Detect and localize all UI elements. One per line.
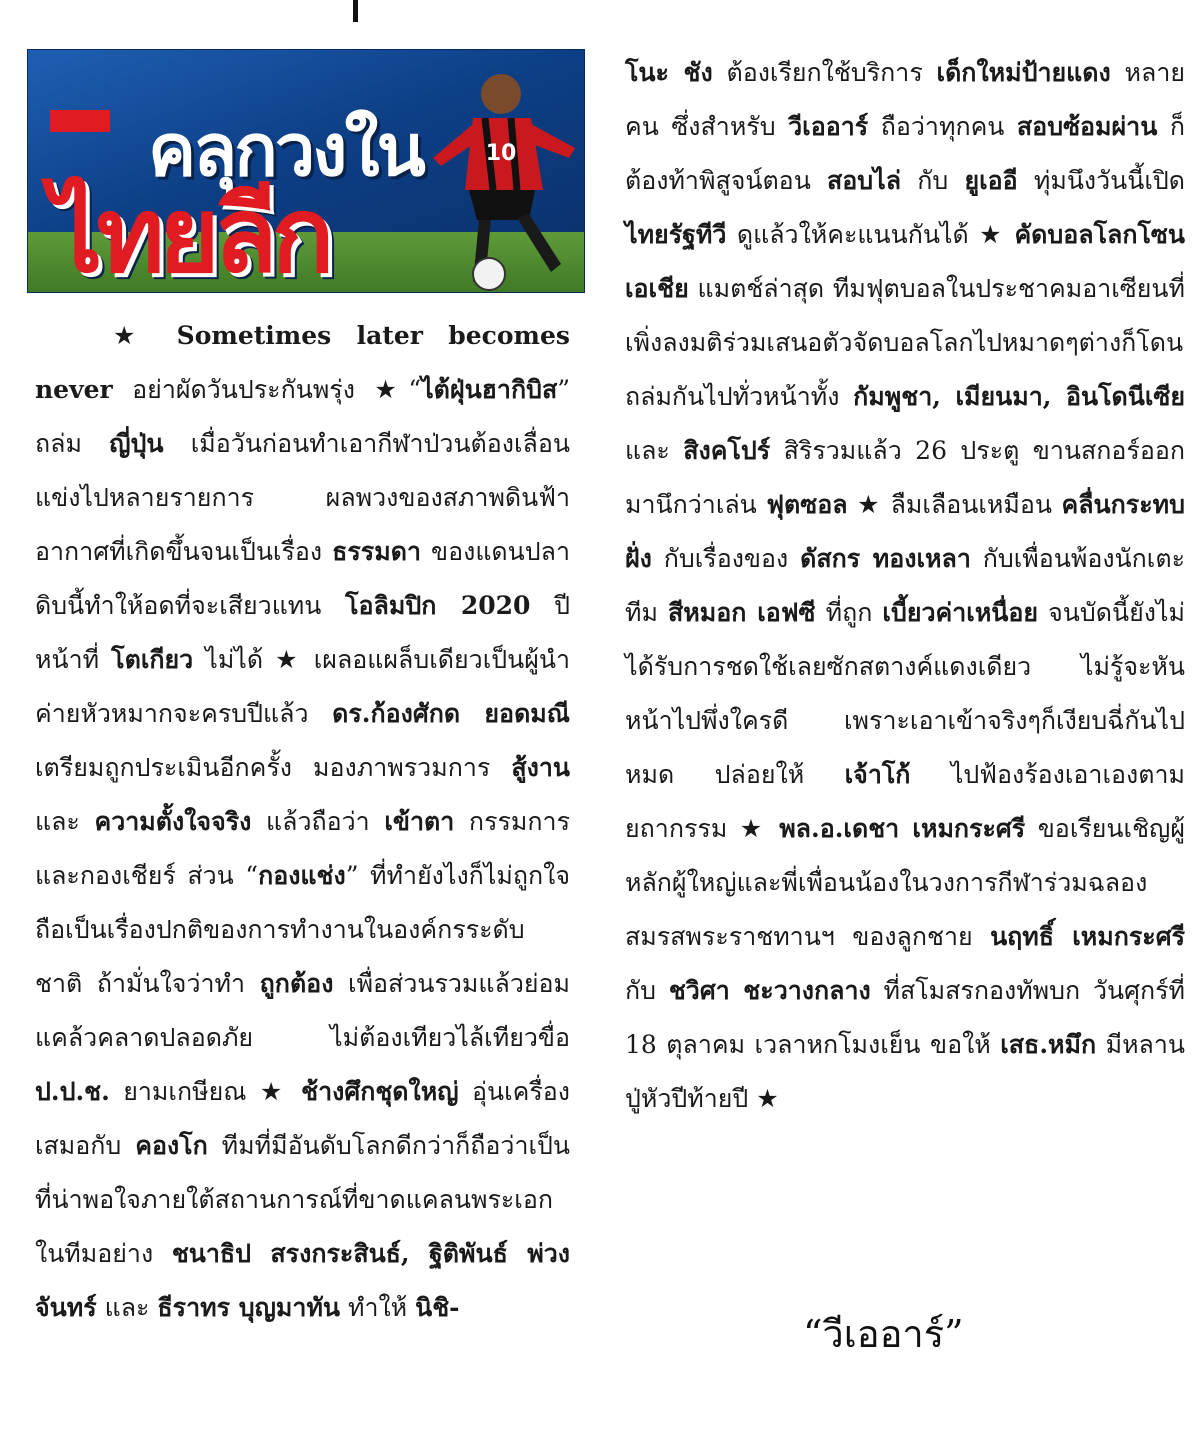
- text-run: กับ: [901, 166, 965, 195]
- bold-text-run: นฤทธิ์ เหมกระศรี: [990, 922, 1185, 951]
- bold-text-run: เสธ.หมึก: [1000, 1030, 1097, 1059]
- bold-text-run: สีหมอก เอฟซี: [668, 598, 816, 627]
- bold-text-run: เจ้าโก้: [844, 760, 911, 789]
- bold-text-run: โนะ ชัง: [625, 58, 713, 87]
- text-run: ” ถล่ม: [35, 375, 570, 458]
- text-run: ถือว่าทุกคน: [868, 112, 1017, 141]
- text-run: ขอเรียนเชิญผู้หลักผู้ใหญ่และพี่เพื่อนน้องในวงการกีฬาร่วมฉลองสมรสพระราชทานฯ ของลูกชาย: [625, 814, 1185, 951]
- text-run: กับเพื่อนพ้องนักเตะทีม: [625, 544, 1185, 627]
- text-run: ต้องเรียกใช้บริการ: [712, 58, 937, 87]
- bold-text-run: เด็กใหม่ป้ายแดง: [936, 58, 1111, 87]
- svg-text:10: 10: [485, 141, 517, 166]
- article-column-left: [35, 309, 570, 1335]
- text-run: ไปฟ้องร้องเอาเองตามยถากรรม ★: [625, 760, 1185, 843]
- text-run: ที่ถูก: [815, 598, 883, 627]
- text-run: และ: [96, 1293, 158, 1322]
- article-text-left: [35, 309, 570, 1335]
- bold-text-run: กัมพูชา, เมียนมา, อินโดนีเซีย: [853, 382, 1185, 411]
- text-run: ” ที่ทำยังไงก็ไม่ถูกใจ ถือเป็นเรื่องปกติของการทำงานในองค์กรระดับชาติ ถ้ามั่นใจว่าทำ: [35, 861, 570, 998]
- text-run: ทำให้: [340, 1293, 416, 1322]
- bold-text-run: สอบไล่: [826, 166, 902, 195]
- text-run: อย่าผัดวันประกันพรุ่ง ★“: [112, 375, 422, 404]
- bold-text-run: พล.อ.เดชา เหมกระศรี: [779, 814, 1026, 843]
- text-run: ปีหน้าที่: [35, 591, 571, 674]
- text-run: และ: [35, 807, 95, 836]
- bold-text-run: เบี้ยวค่าเหนื่อย: [882, 598, 1039, 627]
- text-run: หลายคน ซึ่งสำหรับ: [625, 58, 1186, 141]
- bold-text-run: เข้าตา: [384, 807, 455, 836]
- bold-text-run: โตเกียว: [111, 645, 194, 674]
- bold-text-run: ธรรมดา: [332, 537, 421, 566]
- text-run: เมื่อวันก่อนทำเอากีฬาป่วนต้องเลื่อนแข่งไปหลายรายการ ผลพวงของสภาพดินฟ้าอากาศที่เกิดขึ้นจนเป็นเรื่อง: [35, 429, 570, 566]
- bold-text-run: ป.ป.ช.: [35, 1077, 110, 1106]
- text-run: ที่สโมสรกองทัพบก วันศุกร์ที่ 18 ตุลาคม เวลาหกโมงเย็น ขอให้: [625, 976, 1186, 1059]
- text-run: กับ: [625, 976, 669, 1005]
- text-run: เพื่อส่วนรวมแล้วย่อมแคล้วคลาดปลอดภัย ไม่ต้องเทียวไล้เทียวขื่อ: [35, 969, 571, 1052]
- text-run: ของแดนปลาดิบนี้ทำให้อดที่จะเสียวแทน: [35, 537, 570, 620]
- author-byline: “วีเออาร์”: [803, 1312, 964, 1356]
- text-run: กับเรื่องของ: [651, 544, 801, 573]
- bold-text-run: ไต้ฝุ่นฮากิบิส: [421, 375, 558, 404]
- bold-text-run: ญี่ปุ่น: [109, 429, 164, 458]
- bold-text-run: Sometimes later becomes never: [35, 321, 570, 404]
- article-column-right: [625, 46, 1185, 1126]
- bold-text-run: ชวิศา ชะวางกลาง: [668, 976, 871, 1005]
- page-top-mark: [353, 0, 358, 22]
- text-run: ★ ลืมเลือนเหมือน: [847, 490, 1062, 519]
- bold-text-run: ชนาธิป สรงกระสินธ์, ฐิติพันธ์ พ่วงจันทร์: [35, 1239, 570, 1322]
- bold-text-run: สิงคโปร์: [683, 436, 771, 465]
- bold-text-run: คลื่นกระทบฝั่ง: [625, 490, 1185, 573]
- text-run: สิริรวมแล้ว 26 ประตู ขานสกอร์ออกมานึกว่าเล่น: [625, 436, 1186, 519]
- text-run: จนบัดนี้ยังไม่ได้รับการชดใช้เลยซักสตางค์แดงเดียว ไม่รู้จะหันหน้าไปพึ่งใครดี เพราะเอาเข้าจริงๆก็เงียบฉี่กันไปหมด ปล่อยให้: [625, 598, 1185, 789]
- football-player-icon: [393, 60, 585, 292]
- text-run: และ: [625, 436, 684, 465]
- banner-title-line2: ไทยลีก: [50, 174, 329, 293]
- text-run: ★: [113, 321, 177, 350]
- text-run: ทุ่มนึงวันนี้เปิด: [1017, 166, 1185, 195]
- article-text-right: [625, 46, 1185, 1126]
- bold-text-run: ธีราทร บุญมาทัน: [157, 1293, 341, 1322]
- bold-text-run: วีเออาร์: [788, 112, 869, 141]
- text-run: ยามเกษียณ ★: [109, 1077, 302, 1106]
- text-run: แมตช์ล่าสุด ทีมฟุตบอลในประชาคมอาเซียนที่เพิ่งลงมติร่วมเสนอตัวจัดบอลโลกไปหมาดๆต่างก็โดนถล่มกันไปทั่วหน้าทั้ง: [625, 274, 1185, 411]
- text-run: เตรียมถูกประเมินอีกครั้ง มองภาพรวมการ: [35, 753, 512, 782]
- bold-text-run: กองแช่ง: [258, 861, 346, 890]
- text-run: กรรมการและกองเชียร์ ส่วน “: [35, 807, 571, 890]
- text-run: ไม่ได้ ★ เผลอแผล็บเดียวเป็นผู้นำค่ายหัวหมากจะครบปีแล้ว: [35, 645, 570, 728]
- bold-text-run: สอบซ้อมผ่าน: [1016, 112, 1158, 141]
- bold-text-run: คัดบอลโลกโซนเอเชีย: [625, 220, 1185, 303]
- text-run: ทีมที่มีอันดับโลกดีกว่าก็ถือว่าเป็นที่น่าพอใจภายใต้สถานการณ์ที่ขาดแคลนพระเอกในทีมอย่าง: [35, 1131, 570, 1268]
- text-run: ก็ต้องท้าพิสูจน์ตอน: [625, 112, 1185, 195]
- banner-title-line1: คลุกวงใน: [148, 108, 423, 192]
- bold-text-run: ความตั้งใจจริง: [94, 807, 252, 836]
- column-header-banner: [27, 49, 585, 293]
- banner-red-accent: [50, 110, 110, 132]
- bold-text-run: นิชิ-: [415, 1293, 460, 1322]
- text-run: อุ่นเครื่องเสมอกับ: [35, 1077, 570, 1160]
- bold-text-run: ไทยรัฐทีวี: [625, 220, 727, 249]
- bold-text-run: คองโก: [135, 1131, 208, 1160]
- bold-text-run: ยูเออี: [964, 166, 1018, 195]
- text-run: ดูแล้วให้คะแนนกันได้ ★: [726, 220, 1015, 249]
- text-run: มีหลานปู่หัวปีท้ายปี ★: [625, 1030, 1186, 1113]
- bold-text-run: โอลิมปิก 2020: [345, 591, 531, 620]
- bold-text-run: ถูกต้อง: [259, 969, 334, 998]
- bold-text-run: สู้งาน: [511, 753, 570, 782]
- bold-text-run: ฟุตซอล: [766, 490, 848, 519]
- bold-text-run: ดร.ก้องศักด ยอดมณี: [332, 699, 570, 728]
- text-run: แล้วถือว่า: [251, 807, 385, 836]
- bold-text-run: ดัสกร ทองเหลา: [800, 544, 971, 573]
- bold-text-run: ช้างศึกชุดใหญ่: [301, 1077, 459, 1106]
